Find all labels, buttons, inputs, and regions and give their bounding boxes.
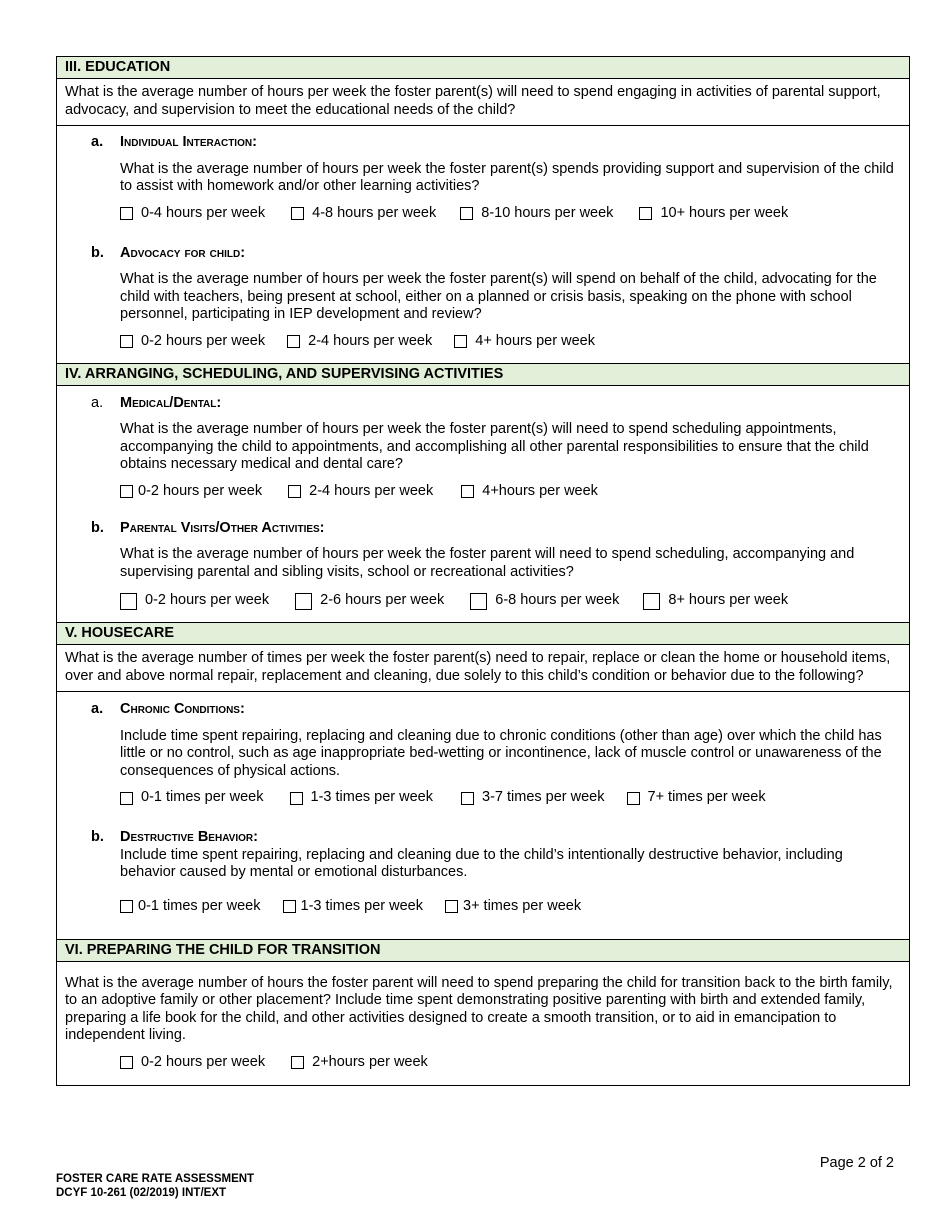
option[interactable]: 2+hours per week — [291, 1054, 428, 1072]
checkbox[interactable] — [120, 207, 133, 220]
checkbox[interactable] — [470, 593, 487, 610]
checkbox[interactable] — [627, 792, 640, 805]
item-description: Include time spent repairing, replacing and cleaning due to the child’s intentionally destructive behavior, including behavior caused by mental or emotional disturbances. — [120, 846, 843, 880]
checkbox[interactable] — [120, 593, 137, 610]
section-header-transition: VI. PREPARING THE CHILD FOR TRANSITION — [57, 939, 909, 962]
housecare-intro: What is the average number of times per week the foster parent(s) need to repair, replace or clean the home or household items, over and above normal repair, replacement and cleaning, due solely to this child’s condition or behavior due to the following? — [57, 645, 909, 692]
option[interactable]: 1-3 times per week — [290, 789, 434, 807]
checkbox[interactable] — [283, 900, 296, 913]
checkbox[interactable] — [290, 792, 303, 805]
form-footer — [56, 1172, 254, 1200]
item-letter: a. — [91, 701, 104, 717]
item-title: Individual Interaction: — [120, 134, 257, 150]
option[interactable]: 4-8 hours per week — [291, 205, 436, 223]
option[interactable]: 3+ times per week — [445, 898, 581, 916]
transition-block — [57, 962, 909, 1085]
item-letter: a. — [91, 134, 104, 150]
option-group — [120, 483, 897, 501]
option[interactable]: 6-8 hours per week — [470, 592, 619, 610]
checkbox[interactable] — [291, 1056, 304, 1069]
option[interactable]: 0-1 times per week — [120, 898, 261, 916]
option[interactable]: 0-2 hours per week — [120, 483, 262, 501]
housecare-item-a — [57, 692, 909, 807]
checkbox[interactable] — [291, 207, 304, 220]
checkbox[interactable] — [120, 485, 133, 498]
form-code: DCYF 10-261 (02/2019) INT/EXT — [56, 1187, 227, 1199]
item-title: Parental Visits/Other Activities: — [120, 519, 325, 536]
item-letter: b. — [91, 829, 104, 845]
page-number: Page 2 of 2 — [819, 1155, 894, 1171]
checkbox[interactable] — [120, 792, 133, 805]
option[interactable]: 4+hours per week — [461, 483, 598, 501]
education-intro: What is the average number of hours per week the foster parent(s) will need to spend engaging in activities of parental support, advocacy, and supervision to meet the educational needs of the child? — [57, 79, 909, 126]
option[interactable]: 8+ hours per week — [643, 592, 788, 610]
checkbox[interactable] — [460, 207, 473, 220]
arranging-item-b — [57, 501, 909, 623]
item-description: What is the average number of hours per week the foster parent(s) spends providing support and supervision of the child to assist with homework and/or other learning activities? — [120, 160, 894, 194]
option[interactable]: 10+ hours per week — [639, 205, 788, 223]
item-letter: b. — [91, 519, 104, 536]
checkbox[interactable] — [643, 593, 660, 610]
checkbox[interactable] — [445, 900, 458, 913]
checkbox[interactable] — [120, 335, 133, 348]
item-title: Medical/Dental: — [120, 394, 222, 411]
option-group — [120, 789, 897, 807]
form-title: FOSTER CARE RATE ASSESSMENT — [56, 1173, 255, 1185]
option[interactable]: 8-10 hours per week — [460, 205, 613, 223]
section-header-housecare: V. HOUSECARE — [57, 622, 909, 645]
item-title: Advocacy for child: — [120, 244, 246, 261]
section-header-education: III. EDUCATION — [57, 57, 909, 79]
option[interactable]: 0-1 times per week — [120, 789, 264, 807]
checkbox[interactable] — [287, 335, 300, 348]
option-group — [120, 1054, 901, 1072]
option[interactable]: 3-7 times per week — [461, 789, 605, 807]
item-description: Include time spent repairing, replacing and cleaning due to chronic conditions (other than age) over which the child has little or no control, such as age inappropriate bed-wetting or incontinence, lack of muscle control or unawareness of the consequences of physical actions. — [120, 727, 882, 779]
housecare-item-b — [57, 807, 909, 939]
option[interactable]: 1-3 times per week — [283, 898, 424, 916]
option[interactable]: 0-2 hours per week — [120, 1054, 265, 1072]
item-letter: a. — [91, 394, 104, 411]
arranging-item-a — [57, 386, 909, 501]
education-item-a — [57, 126, 909, 223]
item-title: Destructive Behavior: — [120, 829, 258, 845]
transition-intro: What is the average number of hours the foster parent will need to spend preparing the child for transition back to the birth family, to an adoptive family or other placement? Include time spent demonstrating positive parenting with birth and extended family, preparing a life book for the child, and other activities designed to create a smooth transition, or to aid in emancipation to independent living. — [65, 974, 893, 1043]
checkbox[interactable] — [461, 485, 474, 498]
option-group — [120, 592, 897, 610]
option-group — [120, 333, 897, 351]
item-description: What is the average number of hours per week the foster parent(s) will need to spend scheduling appointments, accompanying the child to appointments, and accomplishing all other parental responsibilities to ensure that the child obtains necessary medical and dental care? — [120, 421, 869, 472]
item-letter: b. — [91, 244, 104, 261]
checkbox[interactable] — [454, 335, 467, 348]
option[interactable]: 2-4 hours per week — [287, 333, 432, 351]
option[interactable]: 0-2 hours per week — [120, 592, 269, 610]
option[interactable]: 4+ hours per week — [454, 333, 595, 351]
item-description: What is the average number of hours per week the foster parent will need to spend scheduling, accompanying and supervising parental and sibling visits, school or recreational activities? — [120, 546, 855, 580]
option[interactable]: 7+ times per week — [627, 789, 766, 807]
checkbox[interactable] — [120, 900, 133, 913]
section-header-arranging: IV. ARRANGING, SCHEDULING, AND SUPERVISING ACTIVITIES — [57, 363, 909, 386]
checkbox[interactable] — [288, 485, 301, 498]
item-description: What is the average number of hours per week the foster parent(s) will spend on behalf of the child, advocating for the child with teachers, being present at school, either on a planned or crisis basis, speaking on the phone with school personnel, participating in IEP development and review? — [120, 271, 877, 322]
checkbox[interactable] — [295, 593, 312, 610]
option[interactable]: 0-2 hours per week — [120, 333, 265, 351]
item-title: Chronic Conditions: — [120, 701, 245, 717]
checkbox[interactable] — [120, 1056, 133, 1069]
option[interactable]: 0-4 hours per week — [120, 205, 265, 223]
checkbox[interactable] — [639, 207, 652, 220]
education-item-b — [57, 223, 909, 363]
checkbox[interactable] — [461, 792, 474, 805]
option[interactable]: 2-4 hours per week — [288, 483, 433, 501]
option[interactable]: 2-6 hours per week — [295, 592, 444, 610]
option-group — [120, 898, 897, 916]
option-group — [120, 205, 897, 223]
assessment-form — [56, 56, 910, 1086]
